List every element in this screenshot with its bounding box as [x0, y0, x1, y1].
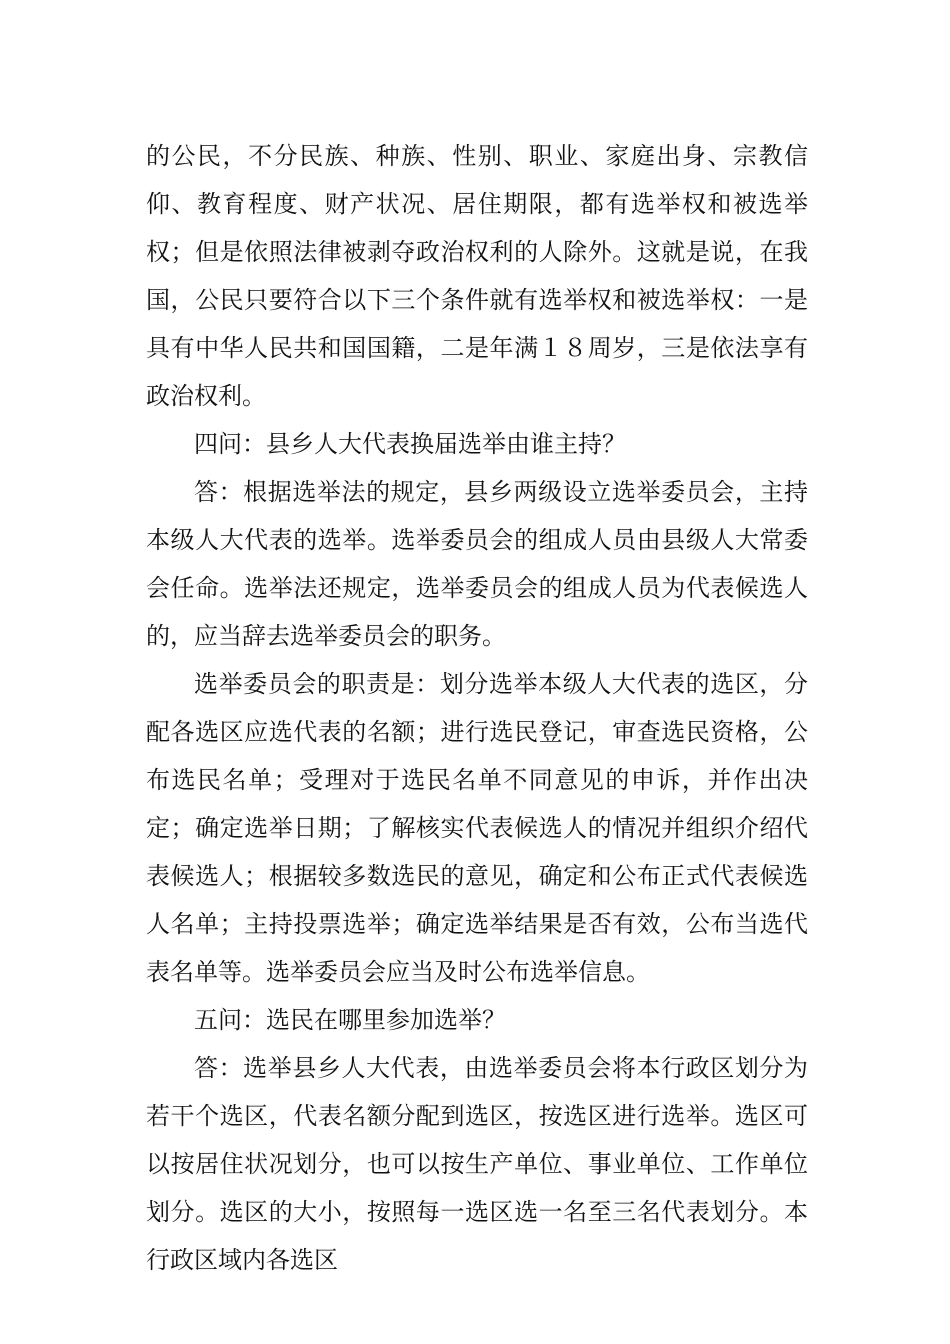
answer-four-paragraph: 答：根据选举法的规定，县乡两级设立选举委员会，主持本级人大代表的选举。选举委员会的组成人员由县级人大常委会任命。选举法还规定，选举委员会的组成人员为代表候选人的，应当辞去选举委员会的职务。	[146, 478, 808, 650]
document-body	[146, 132, 808, 1284]
election-committee-duties-paragraph: 选举委员会的职责是：划分选举本级人大代表的选区，分配各选区应选代表的名额；进行选民登记，审查选民资格，公布选民名单；受理对于选民名单不同意见的申诉，并作出决定；确定选举日期；了解核实代表候选人的情况并组织介绍代表候选人；根据较多数选民的意见，确定和公布正式代表候选人名单；主持投票选举；确定选举结果是否有效，公布当选代表名单等。选举委员会应当及时公布选举信息。	[146, 670, 808, 986]
question-four-heading: 四问：县乡人大代表换届选举由谁主持？	[194, 430, 626, 458]
question-five-heading: 五问：选民在哪里参加选举？	[194, 1006, 506, 1034]
answer-five-paragraph: 答：选举县乡人大代表，由选举委员会将本行政区划分为若干个选区，代表名额分配到选区，按选区进行选举。选区可以按居住状况划分，也可以按生产单位、事业单位、工作单位划分。选区的大小，按照每一选区选一名至三名代表划分。本行政区域内各选区	[146, 1054, 808, 1274]
paragraph-citizen-rights: 的公民，不分民族、种族、性别、职业、家庭出身、宗教信仰、教育程度、财产状况、居住期限，都有选举权和被选举权；但是依照法律被剥夺政治权利的人除外。这就是说，在我国，公民只要符合以下三个条件就有选举权和被选举权：一是具有中华人民共和国国籍，二是年满１８周岁，三是依法享有政治权利。	[146, 142, 808, 410]
